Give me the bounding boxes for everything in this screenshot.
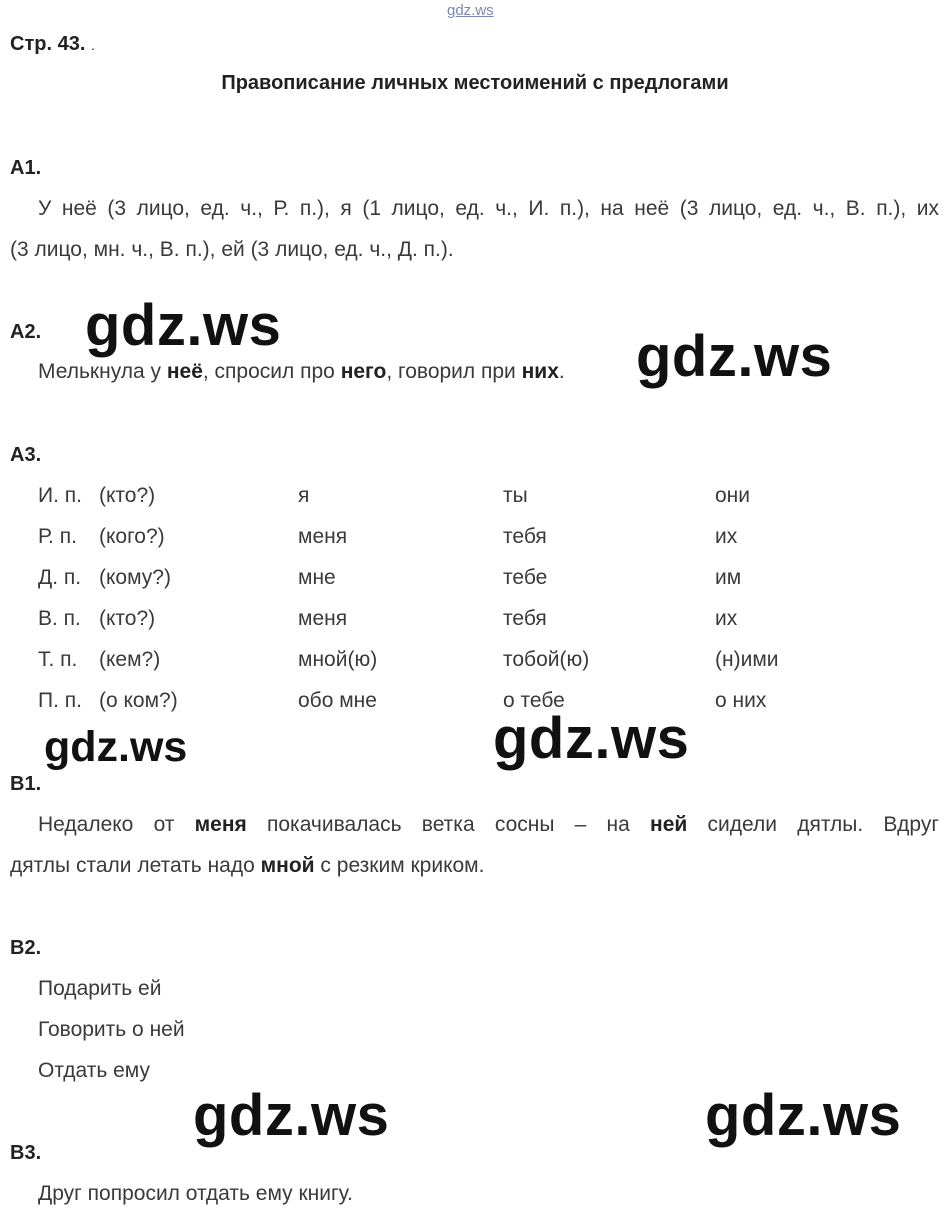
b1-text-1: Недалеко от: [38, 813, 195, 836]
b1-text-2: покачивалась ветка сосны – на: [246, 813, 651, 836]
section-b3-heading: В3.: [10, 1142, 42, 1164]
a2-text-2: , спросил про: [202, 360, 341, 383]
row-third-person: их: [715, 607, 738, 630]
row-second-person: ты: [503, 484, 528, 507]
row-first-person: мне: [298, 566, 336, 589]
section-a3-heading: А3.: [10, 444, 42, 466]
section-a2-text: [38, 360, 565, 384]
b1-l2-text-2: с резким криком.: [314, 854, 485, 877]
page-label-suffix: .: [90, 37, 95, 53]
b1-l2-text-1: дятлы стали летать надо: [10, 854, 261, 877]
row-third-person: они: [715, 484, 751, 507]
row-question: (кто?): [99, 484, 156, 507]
section-b1-line1: [38, 813, 939, 837]
section-a1-line2: (3 лицо, мн. ч., В. п.), ей (3 лицо, ед. ч., Д. п.).: [10, 238, 454, 261]
b1-bold-1: меня: [194, 813, 247, 836]
page-label-text: Стр. 43.: [10, 33, 86, 55]
row-third-person: о них: [715, 689, 767, 712]
list-item: Подарить ей: [38, 977, 162, 1000]
row-question: (кем?): [99, 648, 161, 671]
b1-l2-bold-1: мной: [260, 854, 315, 877]
row-question: (кто?): [99, 607, 156, 630]
row-second-person: тебя: [503, 525, 547, 548]
row-case: Р. п.: [38, 525, 77, 548]
section-a2-heading: А2.: [10, 321, 42, 343]
section-a1-line1: У неё (3 лицо, ед. ч., Р. п.), я (1 лицо, ед. ч., И. п.), на неё (3 лицо, ед. ч., В. п.), их: [38, 197, 939, 220]
row-second-person: о тебе: [503, 689, 565, 712]
a2-bold-2: него: [340, 360, 387, 383]
row-case: П. п.: [38, 689, 82, 712]
watermark-logo: gdz.ws: [85, 293, 282, 358]
a2-bold-3: них: [521, 360, 559, 383]
row-second-person: тобой(ю): [503, 648, 590, 671]
a2-bold-1: неё: [166, 360, 203, 383]
list-item: Говорить о ней: [38, 1018, 185, 1041]
watermark-logo: gdz.ws: [193, 1083, 390, 1148]
list-item: Отдать ему: [38, 1059, 150, 1082]
watermark-logo: gdz.ws: [44, 723, 188, 771]
row-third-person: их: [715, 525, 738, 548]
row-case: Т. п.: [38, 648, 78, 671]
section-a1-heading: А1.: [10, 157, 42, 179]
row-case: В. п.: [38, 607, 81, 630]
row-first-person: обо мне: [298, 689, 377, 712]
a2-text-3: , говорил при: [386, 360, 522, 383]
section-b3-text: Друг попросил отдать ему книгу.: [38, 1182, 353, 1205]
page-title: Правописание личных местоимений с предлогами: [221, 72, 729, 94]
watermark-top-link[interactable]: gdz.ws: [447, 2, 494, 19]
row-first-person: меня: [298, 607, 348, 630]
section-b1-line2: [10, 854, 484, 878]
row-question: (кому?): [99, 566, 171, 589]
page-label: [10, 33, 95, 56]
section-b2-heading: В2.: [10, 937, 42, 959]
watermark-logo: gdz.ws: [493, 706, 690, 771]
row-second-person: тебя: [503, 607, 547, 630]
row-question: (кого?): [99, 525, 165, 548]
watermark-logo: gdz.ws: [636, 324, 833, 389]
row-second-person: тебе: [503, 566, 548, 589]
row-case: Д. п.: [38, 566, 82, 589]
row-third-person: (н)ими: [715, 648, 779, 671]
row-case: И. п.: [38, 484, 82, 507]
b1-bold-2: ней: [650, 813, 688, 836]
row-first-person: мной(ю): [298, 648, 378, 671]
b1-text-3: сидели дятлы. Вдруг: [687, 813, 940, 836]
section-b1-heading: В1.: [10, 773, 42, 795]
a2-text-4: .: [558, 360, 565, 383]
a2-text-1: Мелькнула у: [38, 360, 167, 383]
row-first-person: меня: [298, 525, 348, 548]
row-question: (о ком?): [99, 689, 178, 712]
row-first-person: я: [298, 484, 310, 507]
row-third-person: им: [715, 566, 742, 589]
watermark-logo: gdz.ws: [705, 1083, 902, 1148]
